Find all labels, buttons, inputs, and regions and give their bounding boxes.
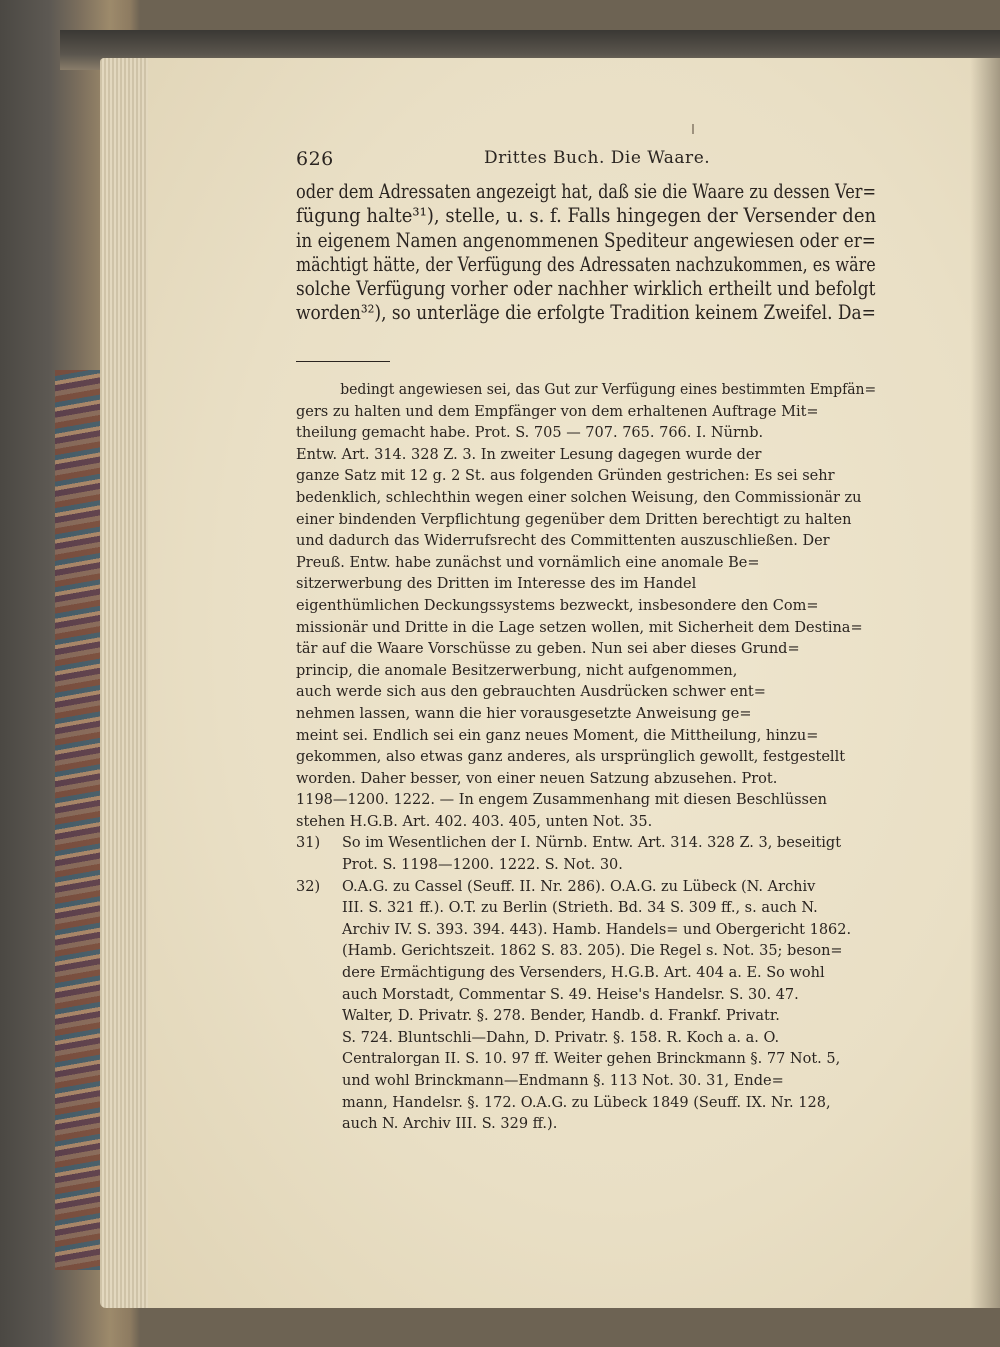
page-gutter-shadow <box>970 58 1000 1308</box>
main-text-line: solche Verfügung vorher oder nachher wirklich ertheilt und befolgt <box>296 277 876 301</box>
footnote-line: Preuß. Entw. habe zunächst und vornämlich eine anomale Be= <box>296 554 760 571</box>
footnote-line: ganze Satz mit 12 g. 2 St. aus folgenden Gründen gestrichen: Es sei sehr <box>296 468 835 485</box>
footnote-32 <box>296 877 876 899</box>
footnote-line: und dadurch das Widerrufsrecht des Committenten auszuschließen. Der <box>296 533 830 550</box>
footnote-line: princip, die anomale Besitzerwerbung, nicht aufgenommen, <box>296 662 738 679</box>
main-text-line: mächtigt hätte, der Verfügung des Adressaten nachzukommen, es wäre <box>296 252 876 276</box>
footnote-31 <box>296 833 876 855</box>
footnote-line: III. S. 321 ff.). O.T. zu Berlin (Strieth. Bd. 34 S. 309 ff., s. auch N. <box>342 900 818 917</box>
main-text-line: oder dem Adressaten angezeigt hat, daß sie die Waare zu dessen Ver= <box>296 180 877 203</box>
marbled-edge <box>55 370 100 1270</box>
footnote-line: sitzerwerbung des Dritten im Interesse des im Handel <box>296 576 697 593</box>
footnote-line: einer bindenden Verpflichtung gegenüber dem Dritten berechtigt zu halten <box>296 511 852 528</box>
main-text-line: fügung halte³¹), stelle, u. s. f. Falls hingegen der Versender den <box>296 204 877 228</box>
main-text <box>296 180 876 326</box>
footnote-line: auch N. Archiv III. S. 329 ff.). <box>342 1116 558 1133</box>
page-number: 626 <box>296 148 334 170</box>
footnote-line: tär auf die Waare Vorschüsse zu geben. Nun sei aber dieses Grund= <box>296 641 800 658</box>
main-text-line: in eigenem Namen angenommenen Spediteur angewiesen oder er= <box>296 228 876 252</box>
footnote-number: 32) <box>296 878 321 895</box>
footnote-line: auch werde sich aus den gebrauchten Ausdrücken schwer ent= <box>296 684 766 701</box>
ink-mark <box>692 124 694 134</box>
footnote-line: Archiv IV. S. 393. 394. 443). Hamb. Handels= und Obergericht 1862. <box>342 921 852 938</box>
footnote-line: gekommen, also etwas ganz anderes, als ursprünglich gewollt, festgestellt <box>296 749 846 766</box>
footnote-line: (Hamb. Gerichtszeit. 1862 S. 83. 205). Die Regel s. Not. 35; beson= <box>342 943 843 960</box>
footnote-line: bedenklich, schlechthin wegen einer solchen Weisung, den Commissionär zu <box>296 489 862 506</box>
footnote-line: 1198—1200. 1222. — In engem Zusammenhang mit diesen Beschlüssen <box>296 792 827 809</box>
footnote-line: bedingt angewiesen sei, das Gut zur Verfügung eines bestimmten Empfän= <box>340 382 877 398</box>
footnote-line: S. 724. Bluntschli—Dahn, D. Privatr. §. 158. R. Koch a. a. O. <box>342 1029 780 1046</box>
footnote-line: mann, Handelsr. §. 172. O.A.G. zu Lübeck 1849 (Seuff. IX. Nr. 128, <box>342 1094 831 1111</box>
footnote-line: missionär und Dritte in die Lage setzen wollen, mit Sicherheit dem Destina= <box>296 619 863 636</box>
footnote-line: dere Ermächtigung des Versenders, H.G.B. Art. 404 a. E. So wohl <box>342 965 825 982</box>
footnote-line: auch Morstadt, Commentar S. 49. Heise's Handelsr. S. 30. 47. <box>342 986 799 1003</box>
footnote-line: So im Wesentlichen der I. Nürnb. Entw. Art. 314. 328 Z. 3, beseitigt <box>342 835 842 852</box>
footnote-line: stehen H.G.B. Art. 402. 403. 405, unten Not. 35. <box>296 813 653 830</box>
main-text-line: worden³²), so unterläge die erfolgte Tradition keinem Zweifel. Da= <box>296 301 876 325</box>
footnote-line: Centralorgan II. S. 10. 97 ff. Weiter gehen Brinckmann §. 77 Not. 5, <box>342 1051 841 1068</box>
footnote-line: meint sei. Endlich sei ein ganz neues Moment, die Mittheilung, hinzu= <box>296 727 819 744</box>
footnote-rule <box>296 361 390 362</box>
footnote-line: nehmen lassen, wann die hier vorausgesetzte Anweisung ge= <box>296 705 752 722</box>
footnote-line: worden. Daher besser, von einer neuen Satzung abzusehen. Prot. <box>296 770 778 787</box>
footnote-line: Walter, D. Privatr. §. 278. Bender, Handb. d. Frankf. Privatr. <box>342 1008 780 1025</box>
footnote-line: und wohl Brinckmann—Endmann §. 113 Not. 30. 31, Ende= <box>342 1073 784 1089</box>
running-title: Drittes Buch. Die Waare. <box>484 148 711 168</box>
footnote-line: Prot. S. 1198—1200. 1222. S. Not. 30. <box>342 857 623 874</box>
footnote-number: 31) <box>296 835 321 852</box>
footnote-line: O.A.G. zu Cassel (Seuff. II. Nr. 286). O.A.G. zu Lübeck (N. Archiv <box>342 878 816 895</box>
footnote-line: eigenthümlichen Deckungssystems bezweckt, insbesondere den Com= <box>296 597 819 614</box>
footnote-line: theilung gemacht habe. Prot. S. 705 — 707. 765. 766. I. Nürnb. <box>296 425 764 442</box>
footnotes <box>296 380 876 1136</box>
footnote-line: Entw. Art. 314. 328 Z. 3. In zweiter Lesung dagegen wurde der <box>296 446 762 463</box>
footnote-line: gers zu halten und dem Empfänger von dem erhaltenen Auftrage Mit= <box>296 403 819 420</box>
